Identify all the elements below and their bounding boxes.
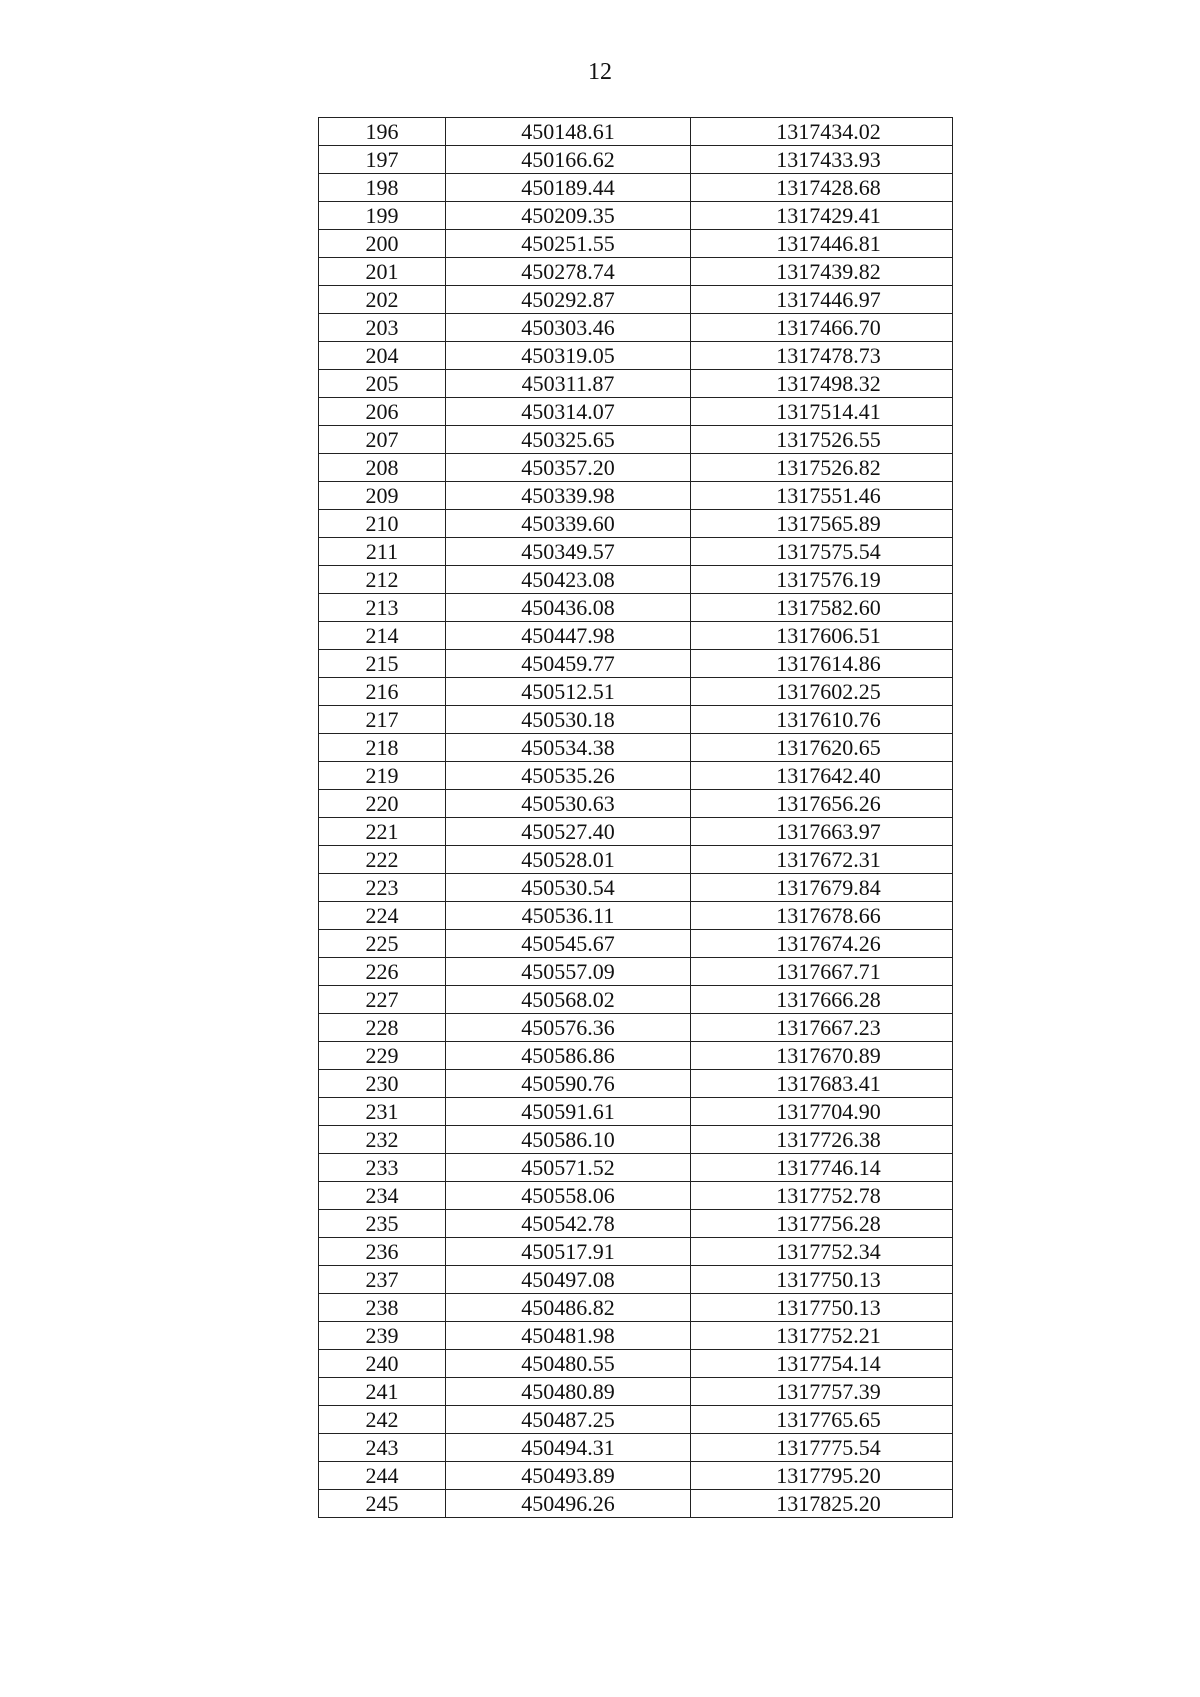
y-coordinate-cell: 1317679.84 bbox=[691, 874, 953, 902]
y-coordinate-cell: 1317446.97 bbox=[691, 286, 953, 314]
y-coordinate-cell: 1317795.20 bbox=[691, 1462, 953, 1490]
point-number-cell: 210 bbox=[319, 510, 446, 538]
y-coordinate-cell: 1317606.51 bbox=[691, 622, 953, 650]
y-coordinate-cell: 1317466.70 bbox=[691, 314, 953, 342]
point-number-cell: 238 bbox=[319, 1294, 446, 1322]
y-coordinate-cell: 1317576.19 bbox=[691, 566, 953, 594]
table-row bbox=[319, 734, 953, 762]
point-number-cell: 233 bbox=[319, 1154, 446, 1182]
table-row bbox=[319, 118, 953, 146]
y-coordinate-cell: 1317526.82 bbox=[691, 454, 953, 482]
point-number-cell: 229 bbox=[319, 1042, 446, 1070]
point-number-cell: 243 bbox=[319, 1434, 446, 1462]
y-coordinate-cell: 1317642.40 bbox=[691, 762, 953, 790]
point-number-cell: 245 bbox=[319, 1490, 446, 1518]
table-row bbox=[319, 1070, 953, 1098]
y-coordinate-cell: 1317663.97 bbox=[691, 818, 953, 846]
x-coordinate-cell: 450314.07 bbox=[446, 398, 691, 426]
y-coordinate-cell: 1317754.14 bbox=[691, 1350, 953, 1378]
point-number-cell: 237 bbox=[319, 1266, 446, 1294]
table-row bbox=[319, 566, 953, 594]
x-coordinate-cell: 450349.57 bbox=[446, 538, 691, 566]
x-coordinate-cell: 450486.82 bbox=[446, 1294, 691, 1322]
y-coordinate-cell: 1317750.13 bbox=[691, 1294, 953, 1322]
point-number-cell: 207 bbox=[319, 426, 446, 454]
table-row bbox=[319, 510, 953, 538]
point-number-cell: 231 bbox=[319, 1098, 446, 1126]
y-coordinate-cell: 1317678.66 bbox=[691, 902, 953, 930]
table-row bbox=[319, 930, 953, 958]
y-coordinate-cell: 1317582.60 bbox=[691, 594, 953, 622]
y-coordinate-cell: 1317498.32 bbox=[691, 370, 953, 398]
x-coordinate-cell: 450493.89 bbox=[446, 1462, 691, 1490]
point-number-cell: 214 bbox=[319, 622, 446, 650]
x-coordinate-cell: 450536.11 bbox=[446, 902, 691, 930]
table-row bbox=[319, 1462, 953, 1490]
y-coordinate-cell: 1317670.89 bbox=[691, 1042, 953, 1070]
y-coordinate-cell: 1317674.26 bbox=[691, 930, 953, 958]
table-row bbox=[319, 902, 953, 930]
table-row bbox=[319, 678, 953, 706]
x-coordinate-cell: 450459.77 bbox=[446, 650, 691, 678]
y-coordinate-cell: 1317765.65 bbox=[691, 1406, 953, 1434]
y-coordinate-cell: 1317478.73 bbox=[691, 342, 953, 370]
y-coordinate-cell: 1317666.28 bbox=[691, 986, 953, 1014]
point-number-cell: 218 bbox=[319, 734, 446, 762]
table-row bbox=[319, 1378, 953, 1406]
x-coordinate-cell: 450586.10 bbox=[446, 1126, 691, 1154]
point-number-cell: 227 bbox=[319, 986, 446, 1014]
point-number-cell: 235 bbox=[319, 1210, 446, 1238]
point-number-cell: 211 bbox=[319, 538, 446, 566]
y-coordinate-cell: 1317752.78 bbox=[691, 1182, 953, 1210]
y-coordinate-cell: 1317446.81 bbox=[691, 230, 953, 258]
point-number-cell: 221 bbox=[319, 818, 446, 846]
y-coordinate-cell: 1317526.55 bbox=[691, 426, 953, 454]
table-row bbox=[319, 986, 953, 1014]
y-coordinate-cell: 1317602.25 bbox=[691, 678, 953, 706]
y-coordinate-cell: 1317704.90 bbox=[691, 1098, 953, 1126]
table-row bbox=[319, 286, 953, 314]
y-coordinate-cell: 1317825.20 bbox=[691, 1490, 953, 1518]
x-coordinate-cell: 450209.35 bbox=[446, 202, 691, 230]
point-number-cell: 225 bbox=[319, 930, 446, 958]
table-row bbox=[319, 1014, 953, 1042]
table-row bbox=[319, 706, 953, 734]
table-row bbox=[319, 1210, 953, 1238]
point-number-cell: 199 bbox=[319, 202, 446, 230]
point-number-cell: 197 bbox=[319, 146, 446, 174]
table-row bbox=[319, 846, 953, 874]
point-number-cell: 244 bbox=[319, 1462, 446, 1490]
point-number-cell: 226 bbox=[319, 958, 446, 986]
point-number-cell: 234 bbox=[319, 1182, 446, 1210]
point-number-cell: 212 bbox=[319, 566, 446, 594]
table-row bbox=[319, 1238, 953, 1266]
y-coordinate-cell: 1317428.68 bbox=[691, 174, 953, 202]
x-coordinate-cell: 450423.08 bbox=[446, 566, 691, 594]
y-coordinate-cell: 1317683.41 bbox=[691, 1070, 953, 1098]
x-coordinate-cell: 450278.74 bbox=[446, 258, 691, 286]
x-coordinate-cell: 450148.61 bbox=[446, 118, 691, 146]
table-row bbox=[319, 1434, 953, 1462]
table-row bbox=[319, 146, 953, 174]
y-coordinate-cell: 1317620.65 bbox=[691, 734, 953, 762]
point-number-cell: 203 bbox=[319, 314, 446, 342]
x-coordinate-cell: 450303.46 bbox=[446, 314, 691, 342]
table-row bbox=[319, 790, 953, 818]
x-coordinate-cell: 450292.87 bbox=[446, 286, 691, 314]
y-coordinate-cell: 1317610.76 bbox=[691, 706, 953, 734]
point-number-cell: 241 bbox=[319, 1378, 446, 1406]
y-coordinate-cell: 1317746.14 bbox=[691, 1154, 953, 1182]
table-row bbox=[319, 1490, 953, 1518]
y-coordinate-cell: 1317434.02 bbox=[691, 118, 953, 146]
x-coordinate-cell: 450480.55 bbox=[446, 1350, 691, 1378]
point-number-cell: 230 bbox=[319, 1070, 446, 1098]
y-coordinate-cell: 1317752.21 bbox=[691, 1322, 953, 1350]
table-row bbox=[319, 370, 953, 398]
x-coordinate-cell: 450535.26 bbox=[446, 762, 691, 790]
table-row bbox=[319, 1098, 953, 1126]
point-number-cell: 200 bbox=[319, 230, 446, 258]
x-coordinate-cell: 450530.63 bbox=[446, 790, 691, 818]
table-row bbox=[319, 314, 953, 342]
x-coordinate-cell: 450545.67 bbox=[446, 930, 691, 958]
coordinates-table bbox=[318, 117, 953, 1518]
x-coordinate-cell: 450558.06 bbox=[446, 1182, 691, 1210]
table-row bbox=[319, 622, 953, 650]
point-number-cell: 205 bbox=[319, 370, 446, 398]
x-coordinate-cell: 450542.78 bbox=[446, 1210, 691, 1238]
x-coordinate-cell: 450166.62 bbox=[446, 146, 691, 174]
x-coordinate-cell: 450527.40 bbox=[446, 818, 691, 846]
table-row bbox=[319, 762, 953, 790]
table-row bbox=[319, 482, 953, 510]
point-number-cell: 206 bbox=[319, 398, 446, 426]
y-coordinate-cell: 1317752.34 bbox=[691, 1238, 953, 1266]
y-coordinate-cell: 1317565.89 bbox=[691, 510, 953, 538]
x-coordinate-cell: 450576.36 bbox=[446, 1014, 691, 1042]
point-number-cell: 216 bbox=[319, 678, 446, 706]
table-row bbox=[319, 650, 953, 678]
x-coordinate-cell: 450189.44 bbox=[446, 174, 691, 202]
x-coordinate-cell: 450311.87 bbox=[446, 370, 691, 398]
page-number: 12 bbox=[588, 59, 612, 85]
point-number-cell: 202 bbox=[319, 286, 446, 314]
x-coordinate-cell: 450512.51 bbox=[446, 678, 691, 706]
y-coordinate-cell: 1317575.54 bbox=[691, 538, 953, 566]
x-coordinate-cell: 450568.02 bbox=[446, 986, 691, 1014]
point-number-cell: 223 bbox=[319, 874, 446, 902]
x-coordinate-cell: 450586.86 bbox=[446, 1042, 691, 1070]
x-coordinate-cell: 450325.65 bbox=[446, 426, 691, 454]
point-number-cell: 219 bbox=[319, 762, 446, 790]
x-coordinate-cell: 450496.26 bbox=[446, 1490, 691, 1518]
table-row bbox=[319, 1294, 953, 1322]
point-number-cell: 240 bbox=[319, 1350, 446, 1378]
x-coordinate-cell: 450530.54 bbox=[446, 874, 691, 902]
table-row bbox=[319, 594, 953, 622]
x-coordinate-cell: 450494.31 bbox=[446, 1434, 691, 1462]
table-row bbox=[319, 538, 953, 566]
y-coordinate-cell: 1317757.39 bbox=[691, 1378, 953, 1406]
x-coordinate-cell: 450481.98 bbox=[446, 1322, 691, 1350]
table-row bbox=[319, 1322, 953, 1350]
x-coordinate-cell: 450571.52 bbox=[446, 1154, 691, 1182]
table-row bbox=[319, 454, 953, 482]
point-number-cell: 224 bbox=[319, 902, 446, 930]
x-coordinate-cell: 450590.76 bbox=[446, 1070, 691, 1098]
table-row bbox=[319, 174, 953, 202]
x-coordinate-cell: 450480.89 bbox=[446, 1378, 691, 1406]
x-coordinate-cell: 450339.60 bbox=[446, 510, 691, 538]
x-coordinate-cell: 450339.98 bbox=[446, 482, 691, 510]
y-coordinate-cell: 1317667.71 bbox=[691, 958, 953, 986]
point-number-cell: 196 bbox=[319, 118, 446, 146]
table-row bbox=[319, 958, 953, 986]
y-coordinate-cell: 1317775.54 bbox=[691, 1434, 953, 1462]
x-coordinate-cell: 450530.18 bbox=[446, 706, 691, 734]
point-number-cell: 201 bbox=[319, 258, 446, 286]
x-coordinate-cell: 450497.08 bbox=[446, 1266, 691, 1294]
y-coordinate-cell: 1317439.82 bbox=[691, 258, 953, 286]
point-number-cell: 217 bbox=[319, 706, 446, 734]
y-coordinate-cell: 1317756.28 bbox=[691, 1210, 953, 1238]
table-row bbox=[319, 818, 953, 846]
x-coordinate-cell: 450357.20 bbox=[446, 454, 691, 482]
coordinates-table-body bbox=[319, 118, 953, 1518]
point-number-cell: 198 bbox=[319, 174, 446, 202]
x-coordinate-cell: 450436.08 bbox=[446, 594, 691, 622]
y-coordinate-cell: 1317667.23 bbox=[691, 1014, 953, 1042]
table-row bbox=[319, 1126, 953, 1154]
y-coordinate-cell: 1317551.46 bbox=[691, 482, 953, 510]
x-coordinate-cell: 450487.25 bbox=[446, 1406, 691, 1434]
point-number-cell: 232 bbox=[319, 1126, 446, 1154]
point-number-cell: 220 bbox=[319, 790, 446, 818]
x-coordinate-cell: 450591.61 bbox=[446, 1098, 691, 1126]
x-coordinate-cell: 450319.05 bbox=[446, 342, 691, 370]
y-coordinate-cell: 1317429.41 bbox=[691, 202, 953, 230]
table-row bbox=[319, 398, 953, 426]
table-row bbox=[319, 1266, 953, 1294]
y-coordinate-cell: 1317726.38 bbox=[691, 1126, 953, 1154]
x-coordinate-cell: 450557.09 bbox=[446, 958, 691, 986]
table-row bbox=[319, 1406, 953, 1434]
x-coordinate-cell: 450517.91 bbox=[446, 1238, 691, 1266]
y-coordinate-cell: 1317656.26 bbox=[691, 790, 953, 818]
point-number-cell: 215 bbox=[319, 650, 446, 678]
point-number-cell: 213 bbox=[319, 594, 446, 622]
table-row bbox=[319, 1350, 953, 1378]
y-coordinate-cell: 1317750.13 bbox=[691, 1266, 953, 1294]
point-number-cell: 208 bbox=[319, 454, 446, 482]
point-number-cell: 209 bbox=[319, 482, 446, 510]
point-number-cell: 242 bbox=[319, 1406, 446, 1434]
point-number-cell: 239 bbox=[319, 1322, 446, 1350]
table-row bbox=[319, 230, 953, 258]
point-number-cell: 236 bbox=[319, 1238, 446, 1266]
y-coordinate-cell: 1317672.31 bbox=[691, 846, 953, 874]
x-coordinate-cell: 450528.01 bbox=[446, 846, 691, 874]
table-row bbox=[319, 1042, 953, 1070]
point-number-cell: 222 bbox=[319, 846, 446, 874]
table-row bbox=[319, 1154, 953, 1182]
y-coordinate-cell: 1317433.93 bbox=[691, 146, 953, 174]
point-number-cell: 228 bbox=[319, 1014, 446, 1042]
table-row bbox=[319, 258, 953, 286]
y-coordinate-cell: 1317514.41 bbox=[691, 398, 953, 426]
table-row bbox=[319, 342, 953, 370]
table-row bbox=[319, 202, 953, 230]
x-coordinate-cell: 450534.38 bbox=[446, 734, 691, 762]
table-row bbox=[319, 1182, 953, 1210]
table-row bbox=[319, 874, 953, 902]
point-number-cell: 204 bbox=[319, 342, 446, 370]
x-coordinate-cell: 450251.55 bbox=[446, 230, 691, 258]
x-coordinate-cell: 450447.98 bbox=[446, 622, 691, 650]
table-row bbox=[319, 426, 953, 454]
y-coordinate-cell: 1317614.86 bbox=[691, 650, 953, 678]
